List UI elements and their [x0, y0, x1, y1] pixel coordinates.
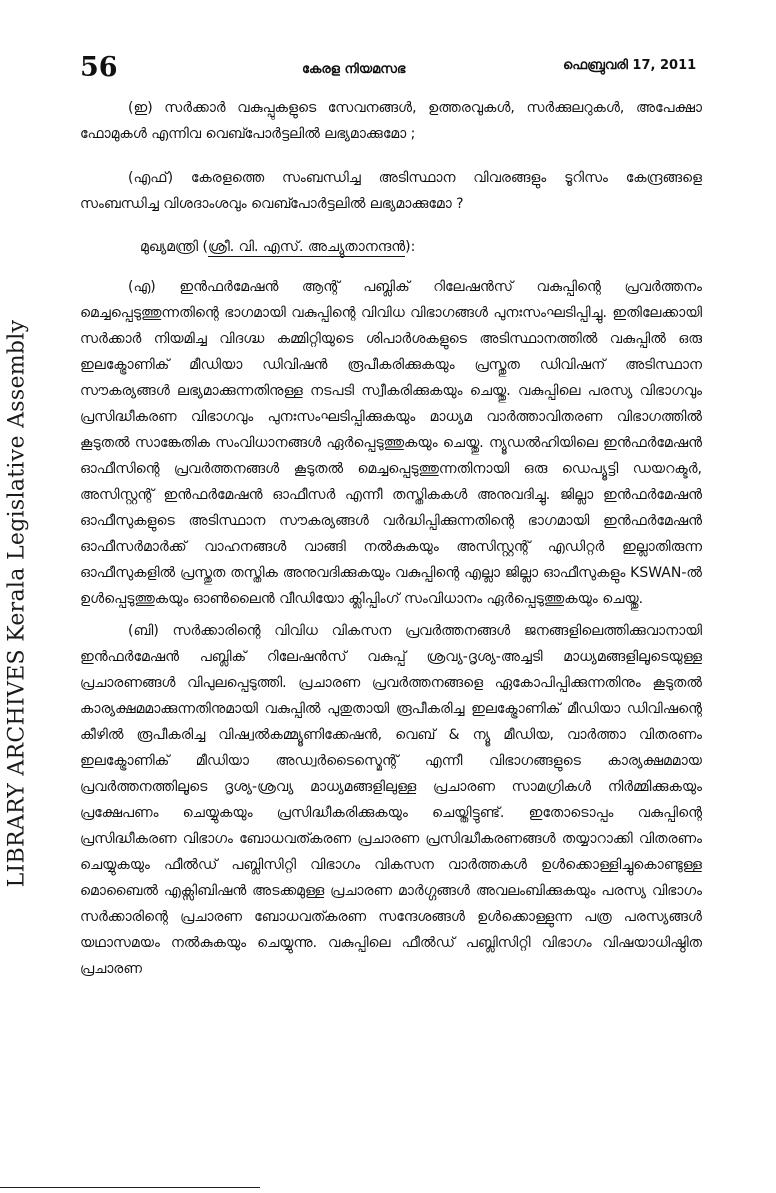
question-part-e: (ഇ) സർക്കാർ വകുപ്പുകളുടെ സേവനങ്ങൾ, ഉത്തരവുകൾ, സർക്കുലറുകൾ, അപേക്ഷാ ഫോമുകൾ എന്നിവ വെബ്പോർട്ടലിൽ ലഭ്യമാക്കുമോ ;: [80, 100, 702, 142]
minister-name: ശ്രീ. വി. എസ്. അച്യുതാനന്ദൻ: [208, 239, 406, 255]
answer-part-a: (എ) ഇൻഫർമേഷൻ ആന്റ് പബ്ലിക് റിലേഷൻസ് വകുപ്പിന്റെ പ്രവർത്തനം മെച്ചപ്പെടുത്തുന്നതിന്റെ ഭാഗമായി വകുപ്പിന്റെ വിവിധ വിഭാഗങ്ങൾ പുനഃസംഘടിപ്പിച്ചു. ഇതിലേക്കായി സർക്കാർ നിയമിച്ച വിദഗ്ദ്ധ കമ്മിറ്റിയുടെ ശിപാർശകളുടെ അടിസ്ഥാനത്തിൽ വകുപ്പിൽ ഒരു ഇലക്ട്രോണിക് മീഡിയാ ഡിവിഷൻ രൂപീകരിക്കുകയും പ്രസ്തുത ഡിവിഷന് അടിസ്ഥാന സൗകര്യങ്ങൾ ലഭ്യമാക്കുന്നതിനുള്ള നടപടി സ്വീകരിക്കുകയും ചെയ്തു. വകുപ്പിലെ പരസ്യ വിഭാഗവും പ്രസിദ്ധീകരണ വിഭാഗവും പുനഃസംഘടിപ്പിക്കുകയും മാധ്യമ വാർത്താവിതരണ വിഭാഗത്തിൽ കൂടുതൽ സാങ്കേതിക സംവിധാനങ്ങൾ ഏർപ്പെടുത്തുകയും ചെയ്തു. ന്യൂഡൽഹിയിലെ ഇൻഫർമേഷൻ ഓഫീസിന്റെ പ്രവർത്തനങ്ങൾ കൂടുതൽ മെച്ചപ്പെടുത്തുന്നതിനായി ഒരു ഡെപ്യൂട്ടി ഡയറക്ടർ, അസിസ്റ്റന്റ് ഇൻഫർമേഷൻ ഓഫീസർ എന്നീ തസ്തികകൾ അനുവദിച്ചു. ജില്ലാ ഇൻഫർമേഷൻ ഓഫീസുകളുടെ അടിസ്ഥാന സൗകര്യങ്ങൾ വർദ്ധിപ്പിക്കുന്നതിന്റെ ഭാഗമായി ഇൻഫർമേഷൻ ഓഫീസർമാർക്ക് വാഹനങ്ങൾ വാങ്ങി നൽകുകയും അസിസ്റ്റന്റ് എഡിറ്റർ ഇല്ലാതിരുന്ന ഓഫീസുകളിൽ പ്രസ്തുത തസ്തിക അനുവദിക്കുകയും വകുപ്പിന്റെ എല്ലാ ജില്ലാ ഓഫീസുകളും KSWAN-ൽ ഉൾപ്പെടുത്തുകയും ഓൺലൈൻ വീഡിയോ ക്ലിപ്പിംഗ് സംവിധാനം ഏർപ്പെടുത്തുകയും ചെയ്തു.: [80, 279, 702, 607]
bottom-rule: [0, 1187, 260, 1188]
library-archives-watermark: [2, 318, 32, 888]
minister-heading: [140, 234, 702, 260]
minister-suffix: ):: [405, 239, 416, 255]
question-part-f: (എഫ്) കേരളത്തെ സംബന്ധിച്ച അടിസ്ഥാന വിവരങ്ങളും ടൂറിസം കേന്ദ്രങ്ങളെ സംബന്ധിച്ച വിശദാംശവും വെബ്പോർട്ടലിൽ ലഭ്യമാക്കുമോ ?: [80, 170, 702, 212]
page-header-title: കേരള നിയമസഭ: [302, 62, 406, 77]
page-body: [80, 95, 702, 982]
minister-prefix: മുഖ്യമന്ത്രി (: [140, 239, 209, 255]
watermark-text: LIBRARY ARCHIVES Kerala Legislative Assembly: [4, 319, 30, 887]
page-header-date: ഫെബ്രുവരി 17, 2011: [563, 58, 697, 73]
page-number: 56: [80, 52, 118, 83]
answer-part-b: (ബി) സർക്കാരിന്റെ വിവിധ വികസന പ്രവർത്തനങ്ങൾ ജനങ്ങളിലെത്തിക്കുവാനായി ഇൻഫർമേഷൻ പബ്ലിക് റിലേഷൻസ് വകുപ്പ് ശ്രവ്യ-ദൃശ്യ-അച്ചടി മാധ്യമങ്ങളിലൂടെയുള്ള പ്രചാരണങ്ങൾ വിപുലപ്പെടുത്തി. പ്രചാരണ പ്രവർത്തനങ്ങളെ ഏകോപിപ്പിക്കുന്നതിനും കൂടുതൽ കാര്യക്ഷമമാക്കുന്നതിനുമായി വകുപ്പിൽ പുതുതായി രൂപീകരിച്ച ഇലക്ട്രോണിക് മീഡിയാ ഡിവിഷന്റെ കീഴിൽ രൂപീകരിച്ച വിഷ്വൽകമ്മ്യൂണിക്കേഷൻ, വെബ് & ന്യൂ മീഡിയ, വാർത്താ വിതരണം ഇലക്ട്രോണിക് മീഡിയാ അഡ്വർടൈസ്മെന്റ് എന്നീ വിഭാഗങ്ങളുടെ കാര്യക്ഷമമായ പ്രവർത്തനത്തിലൂടെ ദൃശ്യ-ശ്രവ്യ മാധ്യമങ്ങളിലുള്ള പ്രചാരണ സാമഗ്രികൾ നിർമ്മിക്കുകയും പ്രക്ഷേപണം ചെയ്യുകയും പ്രസിദ്ധീകരിക്കുകയും ചെയ്തിട്ടുണ്ട്. ഇതോടൊപ്പം വകുപ്പിന്റെ പ്രസിദ്ധീകരണ വിഭാഗം ബോധവത്കരണ പ്രചാരണ പ്രസിദ്ധീകരണങ്ങൾ തയ്യാറാക്കി വിതരണം ചെയ്യുകയും ഫീൽഡ് പബ്ലിസിറ്റി വിഭാഗം വികസന വാർത്തകൾ ഉൾക്കൊള്ളിച്ചുകൊണ്ടുള്ള മൊബൈൽ എക്സിബിഷൻ അടക്കമുള്ള പ്രചാരണ മാർഗ്ഗങ്ങൾ അവലംബിക്കുകയും പരസ്യ വിഭാഗം സർക്കാരിന്റെ പ്രചാരണ ബോധവത്കരണ സന്ദേശങ്ങൾ ഉൾക്കൊള്ളുന്ന പത്ര പരസ്യങ്ങൾ യഥാസമയം നൽകുകയും ചെയ്യുന്നു. വകുപ്പിലെ ഫീൽഡ് പബ്ലിസിറ്റി വിഭാഗം വിഷയാധിഷ്ഠിത പ്രചാരണ: [80, 623, 702, 977]
